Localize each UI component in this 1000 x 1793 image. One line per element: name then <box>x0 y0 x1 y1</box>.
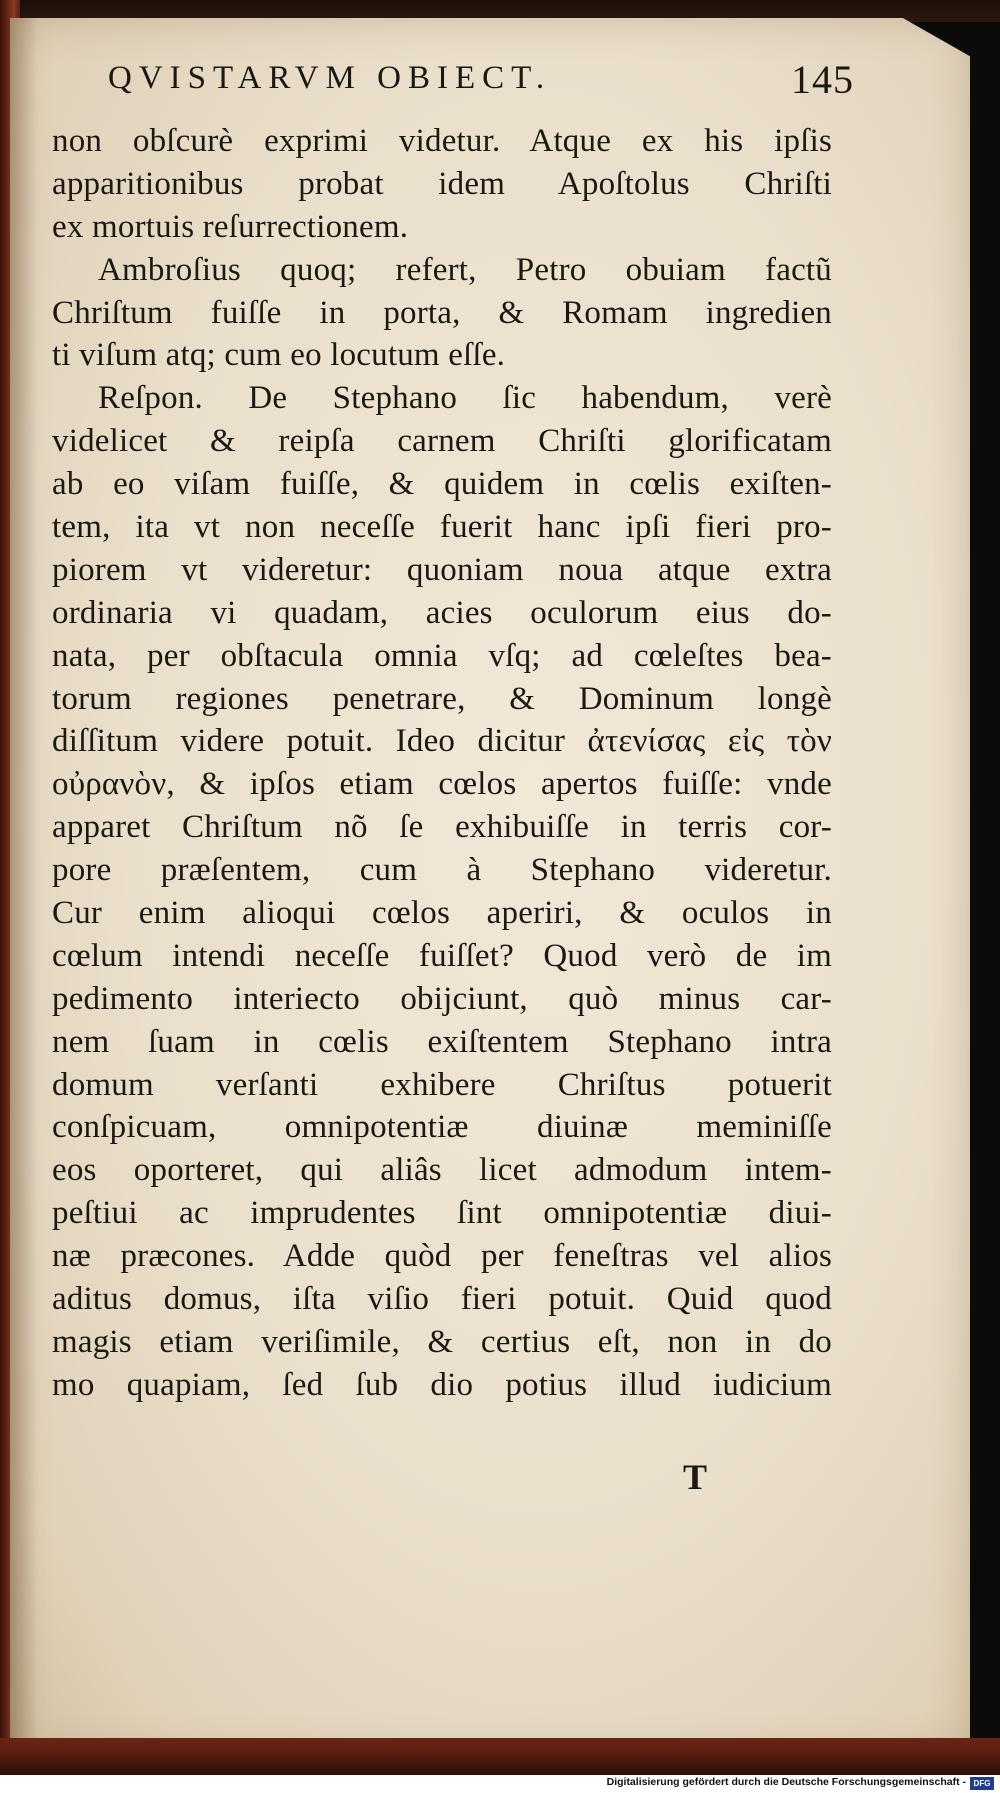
text-line: diſſitum videre potuit. Ideo dicitur ἀτενίσας εἰς τὸν <box>52 723 832 760</box>
running-title: QVISTARVM OBIECT. <box>108 60 552 96</box>
text-line: tem, ita vt non neceſſe fuerit hanc ipſi fieri pro- <box>52 509 832 546</box>
text-line: ordinaria vi quadam, acies oculorum eius do- <box>52 594 832 631</box>
text-line: piorem vt videretur: quoniam noua atque extra <box>52 551 832 588</box>
digitization-footer <box>0 1775 1000 1793</box>
text-line: aditus domus, iſta viſio fieri potuit. Quid quod <box>52 1281 832 1318</box>
text-line: οὐρανὸν, & ipſos etiam cœlos apertos fuiſſe: vnde <box>52 766 832 803</box>
text-line: pore præſentem, cum à Stephano videretur. <box>52 852 832 889</box>
text-line: torum regiones penetrare, & Dominum longè <box>52 680 832 717</box>
text-line: næ præcones. Adde quòd per feneſtras vel alios <box>52 1238 832 1275</box>
text-line: pedimento interiecto obijciunt, quò minus car- <box>52 980 832 1017</box>
text-line: videlicet & reipſa carnem Chriſti glorificatam <box>52 423 832 460</box>
text-line: nata, per obſtacula omnia vſq; ad cœleſtes bea- <box>52 637 832 674</box>
funding-credit: Digitalisierung gefördert durch die Deutsche Forschungsgemeinschaft - <box>606 1776 966 1788</box>
text-line: ti viſum atq; cum eo locutum eſſe. <box>52 337 506 374</box>
text-line: eos oporteret, qui aliâs licet admodum intem- <box>52 1152 832 1189</box>
text-line: peſtiui ac imprudentes ſint omnipotentiæ diui- <box>52 1195 832 1232</box>
catchword: T <box>683 1457 708 1497</box>
text-line: mo quapiam, ſed ſub dio potius illud iudicium <box>52 1366 832 1403</box>
text-line: ex mortuis reſurrectionem. <box>52 208 409 245</box>
text-line: Reſpon. De Stephano ſic habendum, verè <box>98 380 832 417</box>
page-header <box>108 58 854 108</box>
book-bottom-edge <box>0 1738 1000 1776</box>
text-line: ab eo viſam fuiſſe, & quidem in cœlis exiſten- <box>52 466 832 503</box>
text-line: nem ſuam in cœlis exiſtentem Stephano intra <box>52 1023 832 1060</box>
text-line: Cur enim alioqui cœlos aperiri, & oculos in <box>52 895 832 932</box>
text-line: apparet Chriſtum nõ ſe exhibuiſſe in terris cor- <box>52 809 832 846</box>
text-line: Chriſtum fuiſſe in porta, & Romam ingredien <box>52 294 832 331</box>
text-line: apparitionibus probat idem Apoſtolus Chriſti <box>52 165 832 202</box>
text-line: non obſcurè exprimi videtur. Atque ex his ipſis <box>52 123 832 159</box>
text-line: conſpicuam, omnipotentiæ diuinæ meminiſſe <box>52 1109 832 1146</box>
text-line: Ambroſius quoq; refert, Petro obuiam factũ <box>98 251 832 288</box>
text-line: domum verſanti exhibere Chriſtus potuerit <box>52 1066 832 1103</box>
page-number: 145 <box>791 57 854 102</box>
body-text <box>52 120 832 1407</box>
dfg-logo-icon: DFG <box>970 1777 994 1790</box>
page-gutter-shadow <box>10 18 38 1756</box>
text-line: cœlum intendi neceſſe fuiſſet? Quod verò de im <box>52 937 832 974</box>
text-line: magis etiam veriſimile, & certius eſt, non in do <box>52 1323 832 1360</box>
